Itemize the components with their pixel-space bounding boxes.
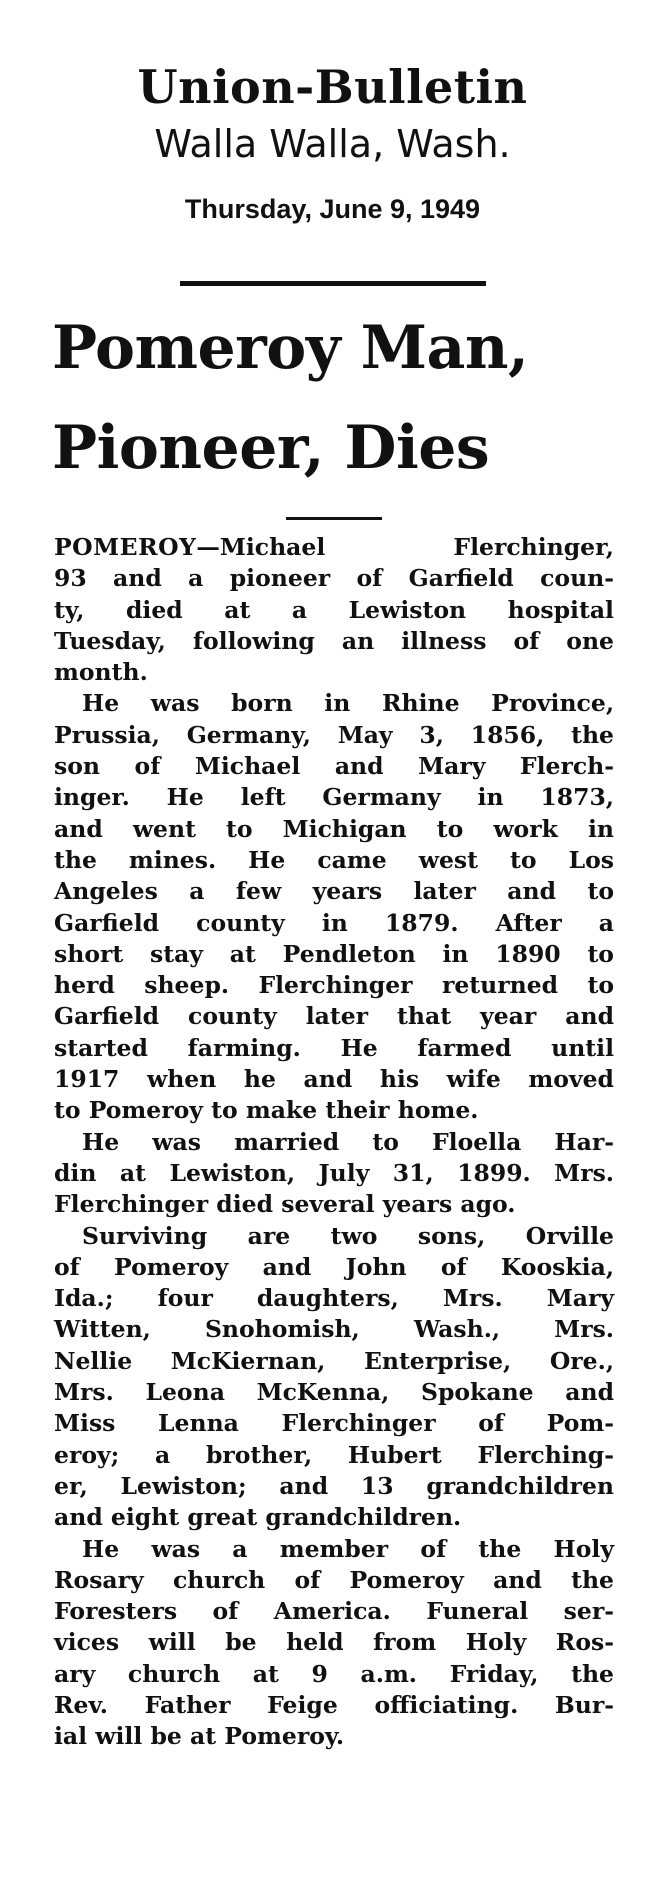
body-line: vices will be held from Holy Ros- <box>54 1628 614 1657</box>
body-line: ary church at 9 a.m. Friday, the <box>54 1659 614 1688</box>
headline-line: Pioneer, Dies <box>52 413 490 483</box>
body-line: Witten, Snohomish, Wash., Mrs. <box>54 1315 614 1344</box>
body-line: eroy; a brother, Hubert Flerching- <box>54 1440 614 1469</box>
body-line: Rosary church of Pomeroy and the <box>54 1565 614 1594</box>
article-body <box>54 532 614 1753</box>
body-line: er, Lewiston; and 13 grandchildren <box>54 1471 614 1500</box>
article-dateline: POMEROY <box>54 533 197 561</box>
body-line: and eight great grandchildren. <box>54 1503 462 1532</box>
body-line: inger. He left Germany in 1873, <box>54 783 614 812</box>
body-line <box>54 532 614 563</box>
newspaper-city: Walla Walla, Wash. <box>154 122 511 166</box>
body-line: Garfield county in 1879. After a <box>54 908 614 937</box>
body-line: son of Michael and Mary Flerch- <box>54 752 614 781</box>
article-headline <box>52 298 632 498</box>
body-line: short stay at Pendleton in 1890 to <box>54 939 614 968</box>
body-line: Flerchinger died several years ago. <box>54 1190 516 1219</box>
body-line: Angeles a few years later and to <box>54 877 614 906</box>
body-line: Prussia, Germany, May 3, 1856, the <box>54 720 614 749</box>
body-line: ty, died at a Lewiston hospital <box>54 595 614 624</box>
body-line: Mrs. Leona McKenna, Spokane and <box>54 1378 614 1407</box>
publication-date: Thursday, June 9, 1949 <box>184 194 481 224</box>
headline-top-rule <box>180 281 486 286</box>
headline-bottom-rule <box>286 517 382 520</box>
body-line: the mines. He came west to Los <box>54 845 614 874</box>
body-line: He was a member of the Holy <box>82 1534 614 1563</box>
body-line: He was married to Floella Har- <box>82 1127 614 1156</box>
body-line: He was born in Rhine Province, <box>82 689 614 718</box>
body-line: Garfield county later that year and <box>54 1002 614 1031</box>
body-line: month. <box>54 658 148 687</box>
body-line: Tuesday, following an illness of one <box>54 626 614 655</box>
body-line: started farming. He farmed until <box>54 1033 614 1062</box>
body-line: to Pomeroy to make their home. <box>54 1096 479 1125</box>
body-line: Surviving are two sons, Orville <box>82 1221 614 1250</box>
body-line: and went to Michigan to work in <box>54 814 614 843</box>
body-line: Miss Lenna Flerchinger of Pom- <box>54 1409 614 1438</box>
body-line: Ida.; four daughters, Mrs. Mary <box>54 1284 614 1313</box>
body-line: Nellie McKiernan, Enterprise, Ore., <box>54 1346 614 1375</box>
body-line: Rev. Father Feige officiating. Bur- <box>54 1690 614 1719</box>
body-line-text: —Michael Flerchinger, <box>196 533 614 561</box>
newspaper-name: Union-Bulletin <box>137 60 528 114</box>
body-line: 1917 when he and his wife moved <box>54 1065 614 1094</box>
body-line: herd sheep. Flerchinger returned to <box>54 971 614 1000</box>
body-line: of Pomeroy and John of Kooskia, <box>54 1252 614 1281</box>
body-line: ial will be at Pomeroy. <box>54 1722 345 1751</box>
body-line: din at Lewiston, July 31, 1899. Mrs. <box>54 1158 614 1187</box>
body-line: 93 and a pioneer of Garfield coun- <box>54 564 614 593</box>
headline-line: Pomeroy Man, <box>52 313 529 383</box>
body-line: Foresters of America. Funeral ser- <box>54 1597 614 1626</box>
